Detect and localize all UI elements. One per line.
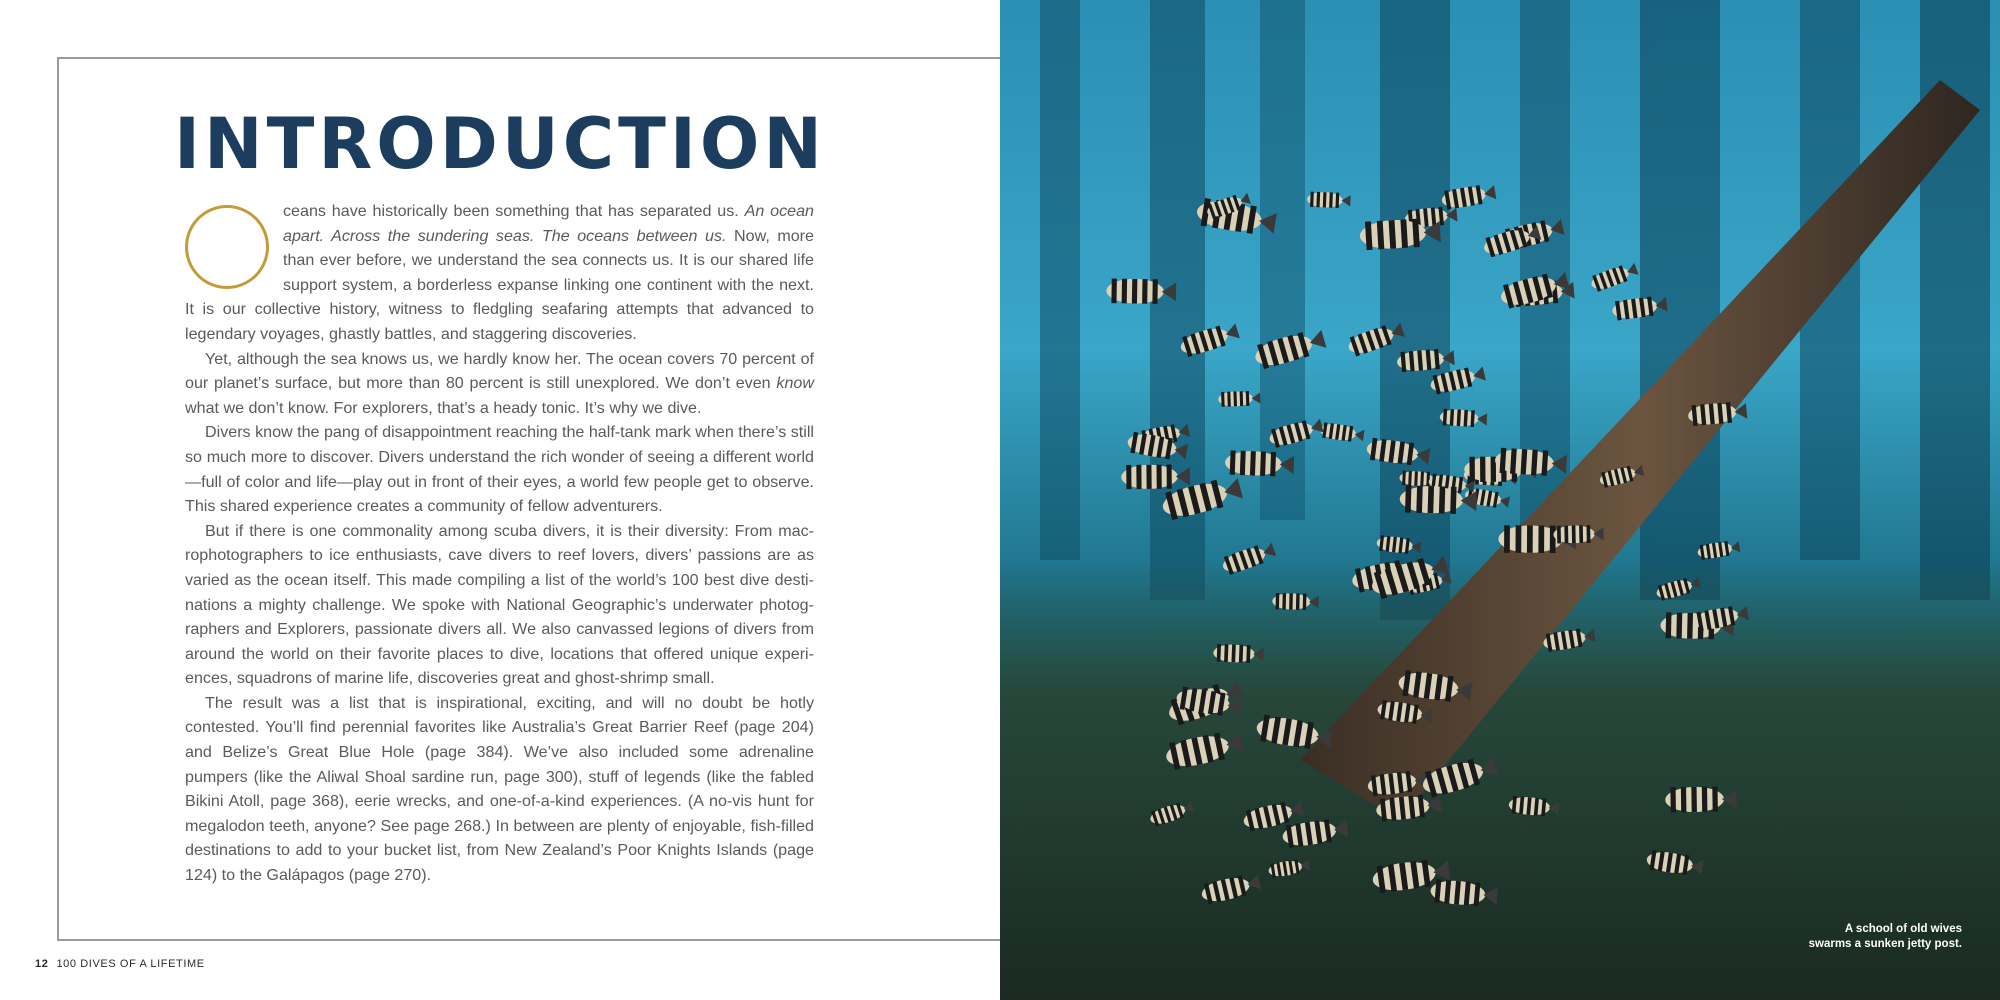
running-title: 100 DIVES OF A LIFETIME [56,958,205,970]
drop-cap [185,203,275,295]
paragraph-4: But if there is one commonality among scuba divers, it is their diversity: From macrophotographers to ice enthusiasts, cave divers to reef lovers, divers’ passions are as varied as the ocean itself. This made compiling a list of the world’s 100 best dive destinations a mighty challenge. We spoke with National Geographic’s underwater photographers and Explorers, passionate divers all. We also canvassed legions of divers from around the world on their favorite places to dive, locations that offered unique experiences, squadrons of marine life, discoveries great and ghost-shrimp small. [185,521,814,688]
body-text [185,199,814,888]
photo-caption: A school of old wives swarms a sunken jetty post. [1808,923,1962,950]
drop-cap-ring-icon [185,205,269,289]
paragraph-2: Yet, although the sea knows us, we hardly know her. The ocean covers 70 percent of our planet’s surface, but more than 80 percent is still unexplored. We don’t even know what we don’t know. For explorers, that’s a heady tonic. It’s why we dive. [185,349,814,417]
page-number: 12 [35,958,49,970]
paragraph-3: Divers know the pang of disappointment reaching the half-tank mark when there’s still so much more to discover. Divers understand the rich wonder of seeing a different world—full of color and life—play out in front of their eyes, a world few people get to observe. This shared experience creates a community of fellow adventurers. [185,423,814,516]
page-title: INTRODUCTION [174,103,826,185]
right-page-photo [1000,0,2000,1000]
folio [35,958,205,970]
paragraph-1: ceans have historically been something that has separated us. An ocean apart. Across the sundering seas. The oceans between us. Now, more than ever before, we understand the sea connects us. It is our shared life support system, a borderless expanse linking one continent with the next. It is our collective history, witness to fledgling seafaring attempts that advanced to legendary voyages, ghastly battles, and staggering discoveries. [185,202,815,343]
underwater-photo [1000,0,2000,1000]
paragraph-5: The result was a list that is inspirational, exciting, and will no doubt be hotly contested. You’ll find perennial favorites like Australia’s Great Barrier Reef (page 204) and Belize’s Great Blue Hole (page 384). We’ve also included some adrenaline pumpers (like the Aliwal Shoal sardine run, page 300), stuff of legends (like the fabled Bikini Atoll, page 368), eerie wrecks, and one-of-a-kind experiences. (A no-vis hunt for megalodon teeth, anyone? See page 268.) In between are plenty of enjoyable, fish-filled destinations to add to your bucket list, from New Zealand’s Poor Knights Islands (page 124) to the Galápagos (page 270). [185,693,814,885]
